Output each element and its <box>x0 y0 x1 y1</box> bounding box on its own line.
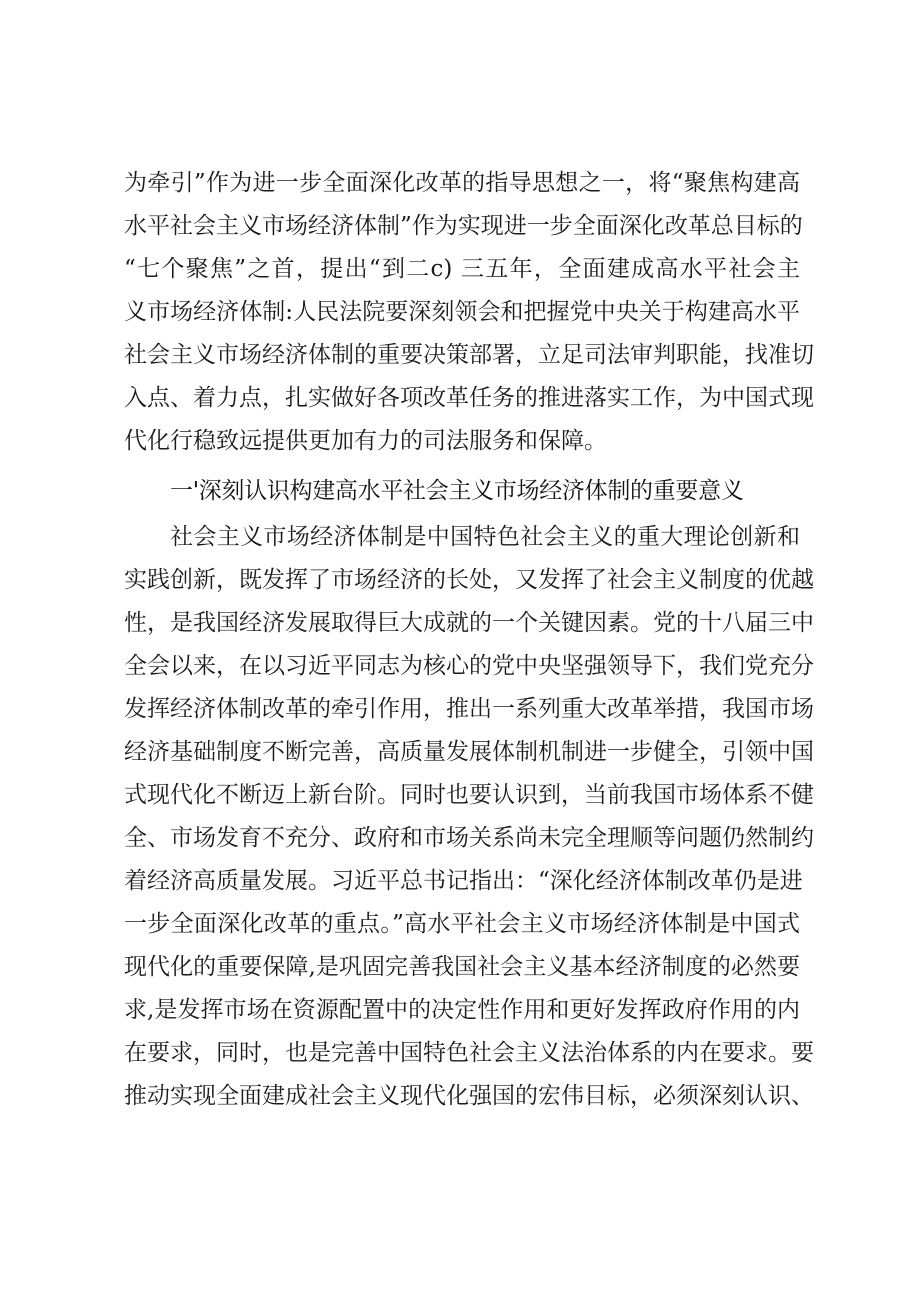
section-heading: 一'深刻认识构建高水平社会主义市场经济体制的重要意义 <box>170 478 744 504</box>
intro-line: 义市场经济体制:人民法院要深刻领会和把握党中央关于构建高水平 <box>124 299 800 325</box>
intro-line: “七个聚焦”之首，提出“到二c) 三五年，全面建成高水平社会主 <box>124 256 800 282</box>
body-line: 社会主义市场经济体制是中国特色社会主义的重大理论创新和 <box>170 524 800 550</box>
intro-line: 社会主义市场经济体制的重要决策部署，立足司法审判职能，找准切 <box>124 342 814 368</box>
body-line: 现代化的重要保障,是巩固完善我国社会主义基本经济制度的必然要 <box>124 954 800 980</box>
body-line: 性，是我国经济发展取得巨大成就的一个关键因素。党的十八届三中 <box>124 610 814 636</box>
body-line: 在要求，同时，也是完善中国特色社会主义法治体系的内在要求。要 <box>124 1040 814 1066</box>
body-line: 着经济高质量发展。习近平总书记指出：“深化经济体制改革仍是进 <box>124 868 803 894</box>
body-line: 经济基础制度不断完善，高质量发展体制机制进一步健全，引领中国 <box>124 739 814 765</box>
body-line: 求,是发挥市场在资源配置中的决定性作用和更好发挥政府作用的内 <box>124 997 800 1023</box>
body-line: 全、市场发育不充分、政府和市场关系尚未完全理顺等问题仍然制约 <box>124 825 814 851</box>
body-line: 实践创新，既发挥了市场经济的长处，又发挥了社会主义制度的优越 <box>124 567 814 593</box>
body-line: 式现代化不断迈上新台阶。同时也要认识到，当前我国市场体系不健 <box>124 782 814 808</box>
intro-line: 水平社会主义市场经济体制”作为实现进一步全面深化改革总目标的 <box>124 213 803 239</box>
intro-line: 入点、着力点，扎实做好各项改革任务的推进落实工作，为中国式现 <box>124 385 814 411</box>
intro-line: 为牵引”作为进一步全面深化改革的指导思想之一，将“聚焦构建高 <box>124 170 800 196</box>
body-line: 一步全面深化改革的重点。”高水平社会主义市场经济体制是中国式 <box>124 911 800 937</box>
intro-line: 代化行稳致远提供更加有力的司法服务和保障。 <box>124 428 607 454</box>
body-line: 发挥经济体制改革的牵引作用，推出一系列重大改革举措，我国市场 <box>124 696 814 722</box>
body-line: 推动实现全面建成社会主义现代化强国的宏伟目标，必须深刻认识、 <box>124 1083 814 1109</box>
body-line: 全会以来，在以习近平同志为核心的党中央坚强领导下，我们党充分 <box>124 653 814 679</box>
